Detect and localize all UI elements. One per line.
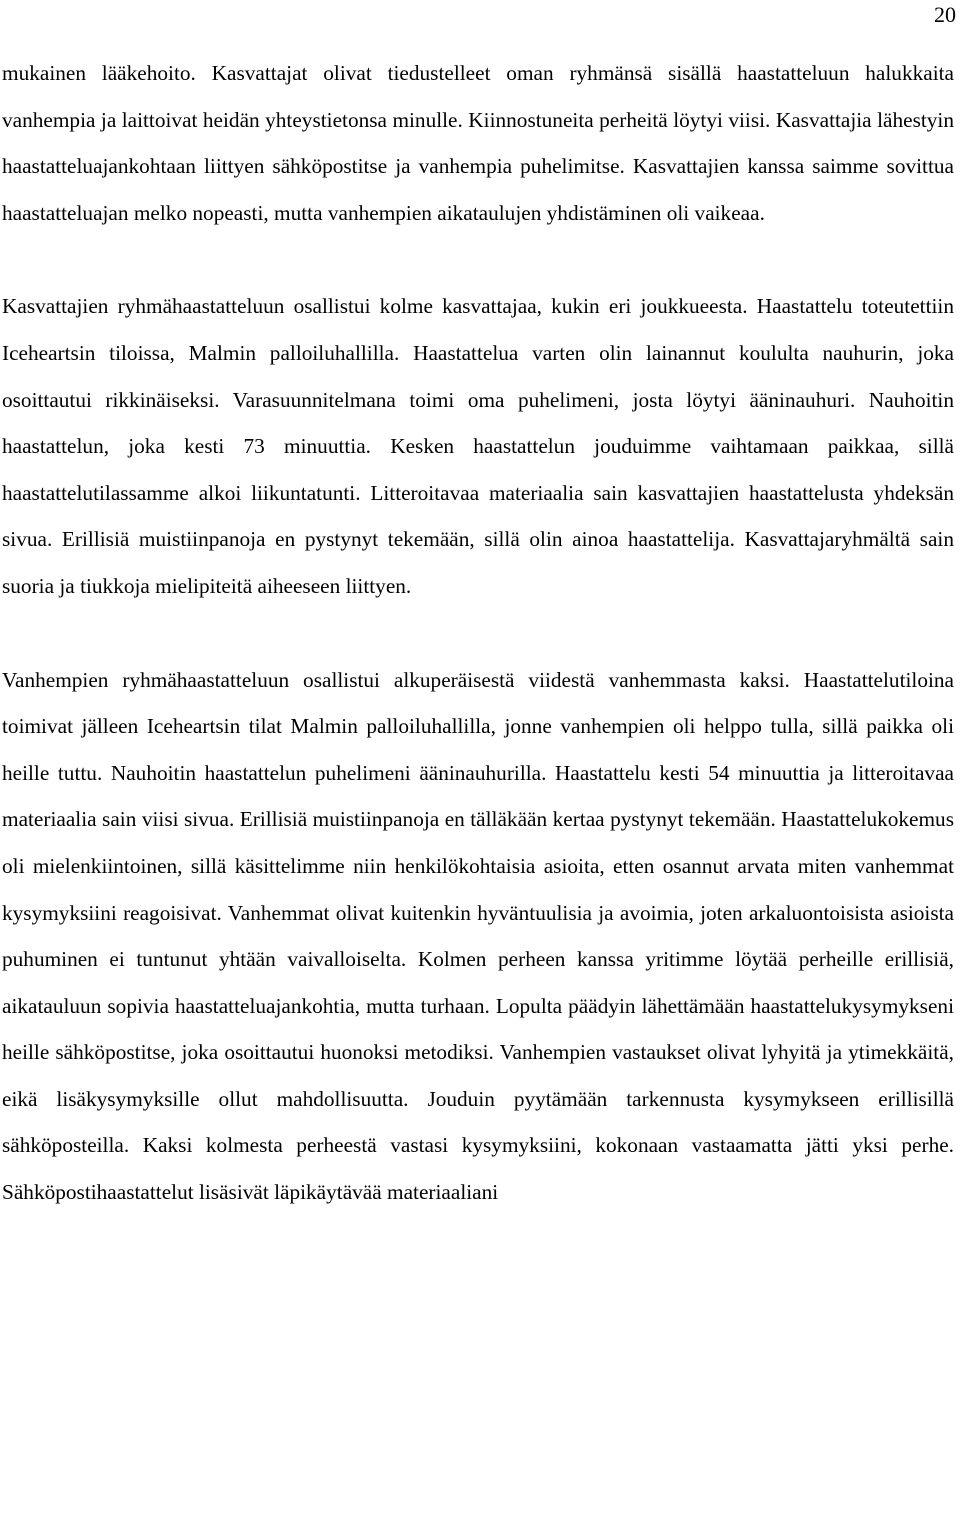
paragraph-2: Kasvattajien ryhmähaastatteluun osallistui kolme kasvattajaa, kukin eri joukkueesta. Haastattelu toteutettiin Iceheartsin tiloissa, Malmin palloiluhallilla. Haastattelua varten olin lainannut koululta nauhurin, joka osoittautui rikkinäiseksi. Varasuunnitelmana toimi oma puhelimeni, josta löytyi ääninauhuri. Nauhoitin haastattelun, joka kesti 73 minuuttia. Kesken haastattelun jouduimme vaihtamaan paikkaa, sillä haastattelutilassamme alkoi liikuntatunti. Litteroitavaa materiaalia sain kasvattajien haastattelusta yhdeksän sivua. Erillisiä muistiinpanoja en pystynyt tekemään, sillä olin ainoa haastattelija. Kasvattajaryhmältä sain suoria ja tiukkoja mielipiteitä aiheeseen liittyen. (2, 294, 954, 598)
paragraph-1: mukainen lääkehoito. Kasvattajat olivat tiedustelleet oman ryhmänsä sisällä haastatteluun halukkaita vanhempia ja laittoivat heidän yhteystietonsa minulle. Kiinnostuneita perheitä löytyi viisi. Kasvattajia lähestyin haastatteluajankohtaan liittyen sähköpostitse ja vanhempia puhelimitse. Kasvattajien kanssa saimme sovittua haastatteluajan melko nopeasti, mutta vanhempien aikataulujen yhdistäminen oli vaikeaa. (2, 61, 954, 225)
document-body (2, 50, 954, 1216)
paragraph-3: Vanhempien ryhmähaastatteluun osallistui alkuperäisestä viidestä vanhemmasta kaksi. Haastattelutiloina toimivat jälleen Iceheartsin tilat Malmin palloiluhallilla, jonne vanhempien oli helppo tulla, sillä paikka oli heille tuttu. Nauhoitin haastattelun puhelimeni ääninauhurilla. Haastattelu kesti 54 minuuttia ja litteroitavaa materiaalia sain viisi sivua. Erillisiä muistiinpanoja en tälläkään kertaa pystynyt tekemään. Haastattelukokemus oli mielenkiintoinen, sillä käsittelimme niin henkilökohtaisia asioita, etten osannut arvata miten vanhemmat kysymyksiini reagoisivat. Vanhemmat olivat kuitenkin hyväntuulisia ja avoimia, joten arkaluontoisista asioista puhuminen ei tuntunut yhtään vaivalloiselta. Kolmen perheen kanssa yritimme löytää perheille erillisiä, aikatauluun sopivia haastatteluajankohtia, mutta turhaan. Lopulta päädyin lähettämään haastattelukysymykseni heille sähköpostitse, joka osoittautui huonoksi metodiksi. Vanhempien vastaukset olivat lyhyitä ja ytimekkäitä, eikä lisäkysymyksille ollut mahdollisuutta. Jouduin pyytämään tarkennusta kysymykseen erillisillä sähköposteilla. Kaksi kolmesta perheestä vastasi kysymyksiini, kokonaan vastaamatta jätti yksi perhe. Sähköpostihaastattelut lisäsivät läpikäytävää materiaaliani (2, 667, 954, 1205)
page-number: 20 (934, 2, 956, 27)
paragraph-spacer (2, 236, 954, 283)
paragraph-spacer (2, 610, 954, 657)
